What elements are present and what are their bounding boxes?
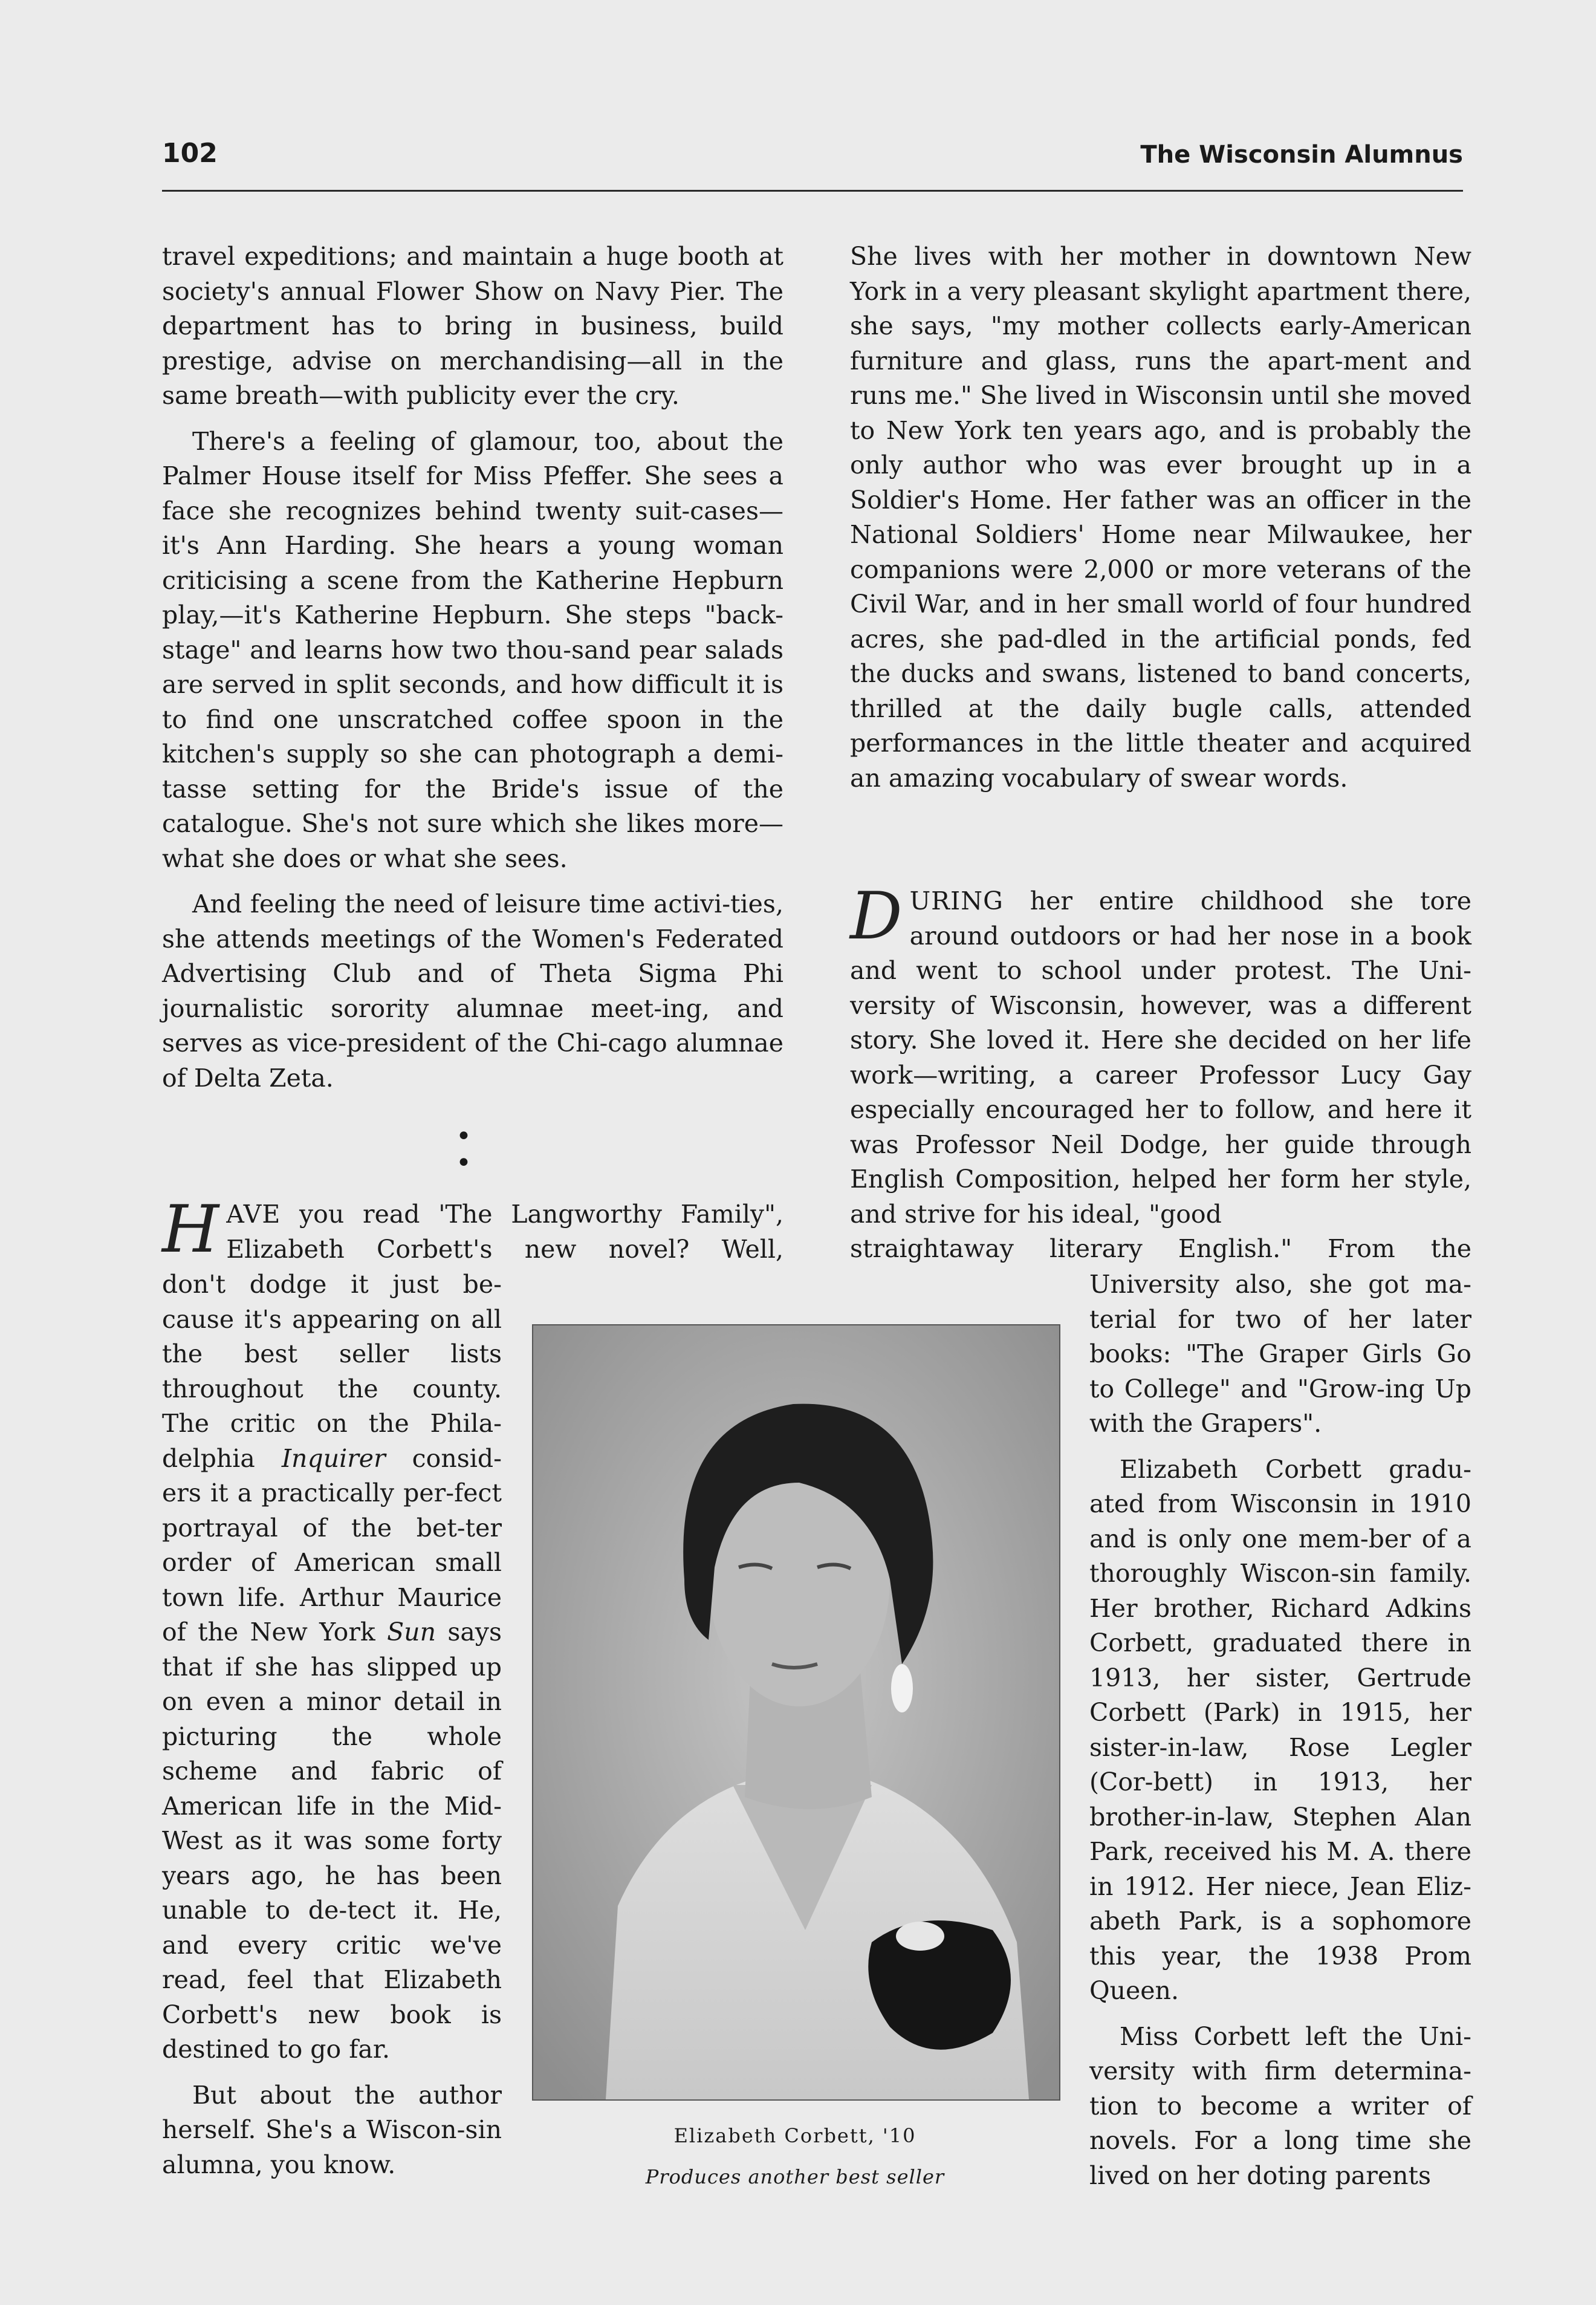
during-last-line: straightaway literary English." From the (850, 1234, 1471, 1263)
paragraph-leisure: And feeling the need of leisure time activi-ties, she attends meetings of the Women's Federated Advertising Club and of Theta Sigma Phi journalistic sorority alumnae meet-ing, and serves as vice-president of the Chi-cago alumnae of Delta Zeta. (162, 889, 783, 1093)
during-paragraph: D URING her entire childhood she tore around outdoors or had her nose in a book and went to school under protest. The Uni-versity of Wisconsin, however, was a different story. She loved it. Here she decided on her life work—writing, a career Professor Lucy Gay especially encouraged her to follow, and here it was Professor Neil Dodge, her guide through English Composition, helped her form her style, and strive for his ideal, "good straightaway literary English." From the (850, 884, 1471, 1267)
header-rule (162, 190, 1463, 192)
drop-cap-d: D (850, 879, 903, 954)
paragraph-graper-books: University also, she got ma-terial for two of her later books: "The Graper Girls Go to College" and "Grow-ing Up with the Grapers". (1089, 1270, 1471, 1438)
during-section (850, 879, 1471, 1267)
langworthy-line-2: Elizabeth Corbett's new novel? Well, (226, 1234, 783, 1264)
right-narrow-column (1089, 1267, 1471, 2193)
magazine-title: The Wisconsin Alumnus (1140, 141, 1463, 169)
paragraph-new-york-home: She lives with her mother in downtown New York in a very pleasant skylight apartment there, she says, "my mother collects early-American furniture and glass, runs the apart-ment and runs me." She lived in Wisconsin until she moved to New York ten years ago, and is probably the only author who was ever brought up in a Soldier's Home. Her father was an officer in the National Soldiers' Home near Milwaukee, her companions were 2,000 or more veterans of the Civil War, and in her small world of four hundred acres, she pad-dled in the artificial ponds, fed the ducks and swans, listened to band concerts, thrilled at the daily bugle calls, attended performances in the little theater and acquired an amazing vocabulary of swear words. (850, 242, 1471, 793)
photo-caption-name: Elizabeth Corbett, '10 (673, 2124, 916, 2147)
left-column-top (162, 239, 783, 1096)
langworthy-body (162, 1267, 502, 2182)
photo-caption-tagline: Produces another best seller (645, 2165, 945, 2188)
section-ornament: • • (456, 1121, 485, 1179)
langworthy-line-1: AVE you read 'The Langworthy Family", (226, 1200, 783, 1229)
portrait-illustration (533, 1325, 1059, 2099)
paragraph-left-university: Miss Corbett left the Uni-versity with firm determina-tion to become a writer of novels. For a long time she lived on her doting parents (1089, 2021, 1471, 2190)
portrait-photo (532, 1324, 1060, 2101)
drop-cap-h: H (162, 1192, 219, 1267)
page-number: 102 (162, 138, 218, 169)
langworthy-paragraph-1: don't dodge it just be-cause it's appearing on all the best seller lists throughout the county. The critic on the Phila-delphia Inquirer consid-ers it a practically per-fect portrayal of the bet-ter order of American small town life. Arthur Maurice of the New York Sun says that if she has slipped up on even a minor detail in picturing the whole scheme and fabric of American life in the Mid-West as it was some forty years ago, he has been unable to de-tect it. He, and every critic we've read, feel that Elizabeth Corbett's new book is destined to go far. (162, 1270, 502, 2064)
paragraph-family: Elizabeth Corbett gradu-ated from Wisconsin in 1910 and is only one mem-ber of a thoroughly Wiscon-sin family. Her brother, Richard Adkins Corbett, graduated there in 1913, her sister, Gertrude Corbett (Park) in 1915, her sister-in-law, Rose Legler (Cor-bett) in 1913, her brother-in-law, Stephen Alan Park, received his M. A. there in 1912. Her niece, Jean Eliz-abeth Park, is a sophomore this year, the 1938 Prom Queen. (1089, 1454, 1471, 2005)
paragraph-travel-expeditions: travel expeditions; and maintain a huge booth at society's annual Flower Show on Navy Pier. The department has to bring in business, build prestige, advise on merchandising—all in the same breath—with publicity ever the cry. (162, 242, 783, 410)
langworthy-opening (162, 1192, 783, 1267)
langworthy-paragraph-2: But about the author herself. She's a Wiscon-sin alumna, you know. (162, 2080, 502, 2179)
langworthy-intro (162, 1192, 783, 1267)
right-column-top (850, 239, 1471, 796)
paragraph-glamour: There's a feeling of glamour, too, about the Palmer House itself for Miss Pfeffer. She sees a face she recognizes behind twenty suit-cases—it's Ann Harding. She hears a young woman criticising a scene from the Katherine Hepburn play,—it's Katherine Hepburn. She steps "back-stage" and learns how two thou-sand pear salads are served in split seconds, and how difficult it is to find one unscratched coffee spoon in the kitchen's supply so she can photograph a demi-tasse setting for the Bride's issue of the catalogue. She's not sure which she likes more—what she does or what she sees. (162, 426, 783, 873)
